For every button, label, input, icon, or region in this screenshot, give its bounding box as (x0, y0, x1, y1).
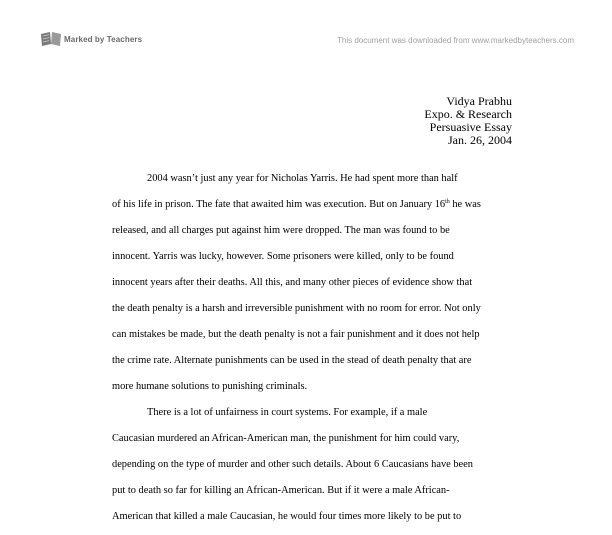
download-notice: This document was downloaded from www.markedbyteachers.com (337, 36, 574, 45)
text-line: put to death so far for killing an African-American. But if it were a male African- (112, 485, 450, 496)
text-line: innocent years after their deaths. All this, and many other pieces of evidence show that (112, 277, 473, 288)
page-header (0, 0, 612, 60)
paragraph-2 (112, 405, 512, 535)
text-line: the death penalty is a harsh and irreversible punishment with no room for error. Not only (112, 303, 481, 314)
text-line: the crime rate. Alternate punishments can be used in the stead of death penalty that are (112, 355, 472, 366)
text-line: innocent. Yarris was lucky, however. Some prisoners were killed, only to be found (112, 251, 454, 262)
text-segment: of his life in prison. The fate that awaited him was execution. But on January 16 (112, 199, 446, 210)
text-line: can mistakes be made, but the death penalty is not a fair punishment and it does not help (112, 329, 480, 340)
text-line: 2004 wasn’t just any year for Nicholas Yarris. He had spent more than half (147, 173, 458, 184)
text-line: depending on the type of murder and other such details. About 6 Caucasians have been (112, 459, 473, 470)
text-line: released, and all charges put against him were dropped. The man was found to be (112, 225, 450, 236)
text-line (112, 197, 512, 223)
course-name: Expo. & Research (424, 107, 512, 121)
book-icon (40, 31, 62, 47)
paragraph-1 (112, 171, 512, 405)
text-line: more humane solutions to punishing criminals. (112, 381, 308, 392)
ordinal-suffix: th (445, 199, 450, 205)
marked-by-teachers-logo[interactable] (40, 31, 142, 47)
essay-body (112, 171, 512, 535)
text-segment: he was (449, 199, 481, 210)
essay-date: Jan. 26, 2004 (448, 133, 512, 147)
author-block (424, 95, 512, 147)
author-name: Vidya Prabhu (446, 94, 512, 108)
logo-text: Marked by Teachers (64, 34, 143, 44)
text-line: There is a lot of unfairness in court systems. For example, if a male (147, 407, 428, 418)
text-line: Caucasian murdered an African-American man, the punishment for him could vary, (112, 433, 460, 444)
text-line: American that killed a male Caucasian, he would four times more likely to be put to (112, 511, 462, 522)
assignment-type: Persuasive Essay (429, 120, 512, 134)
